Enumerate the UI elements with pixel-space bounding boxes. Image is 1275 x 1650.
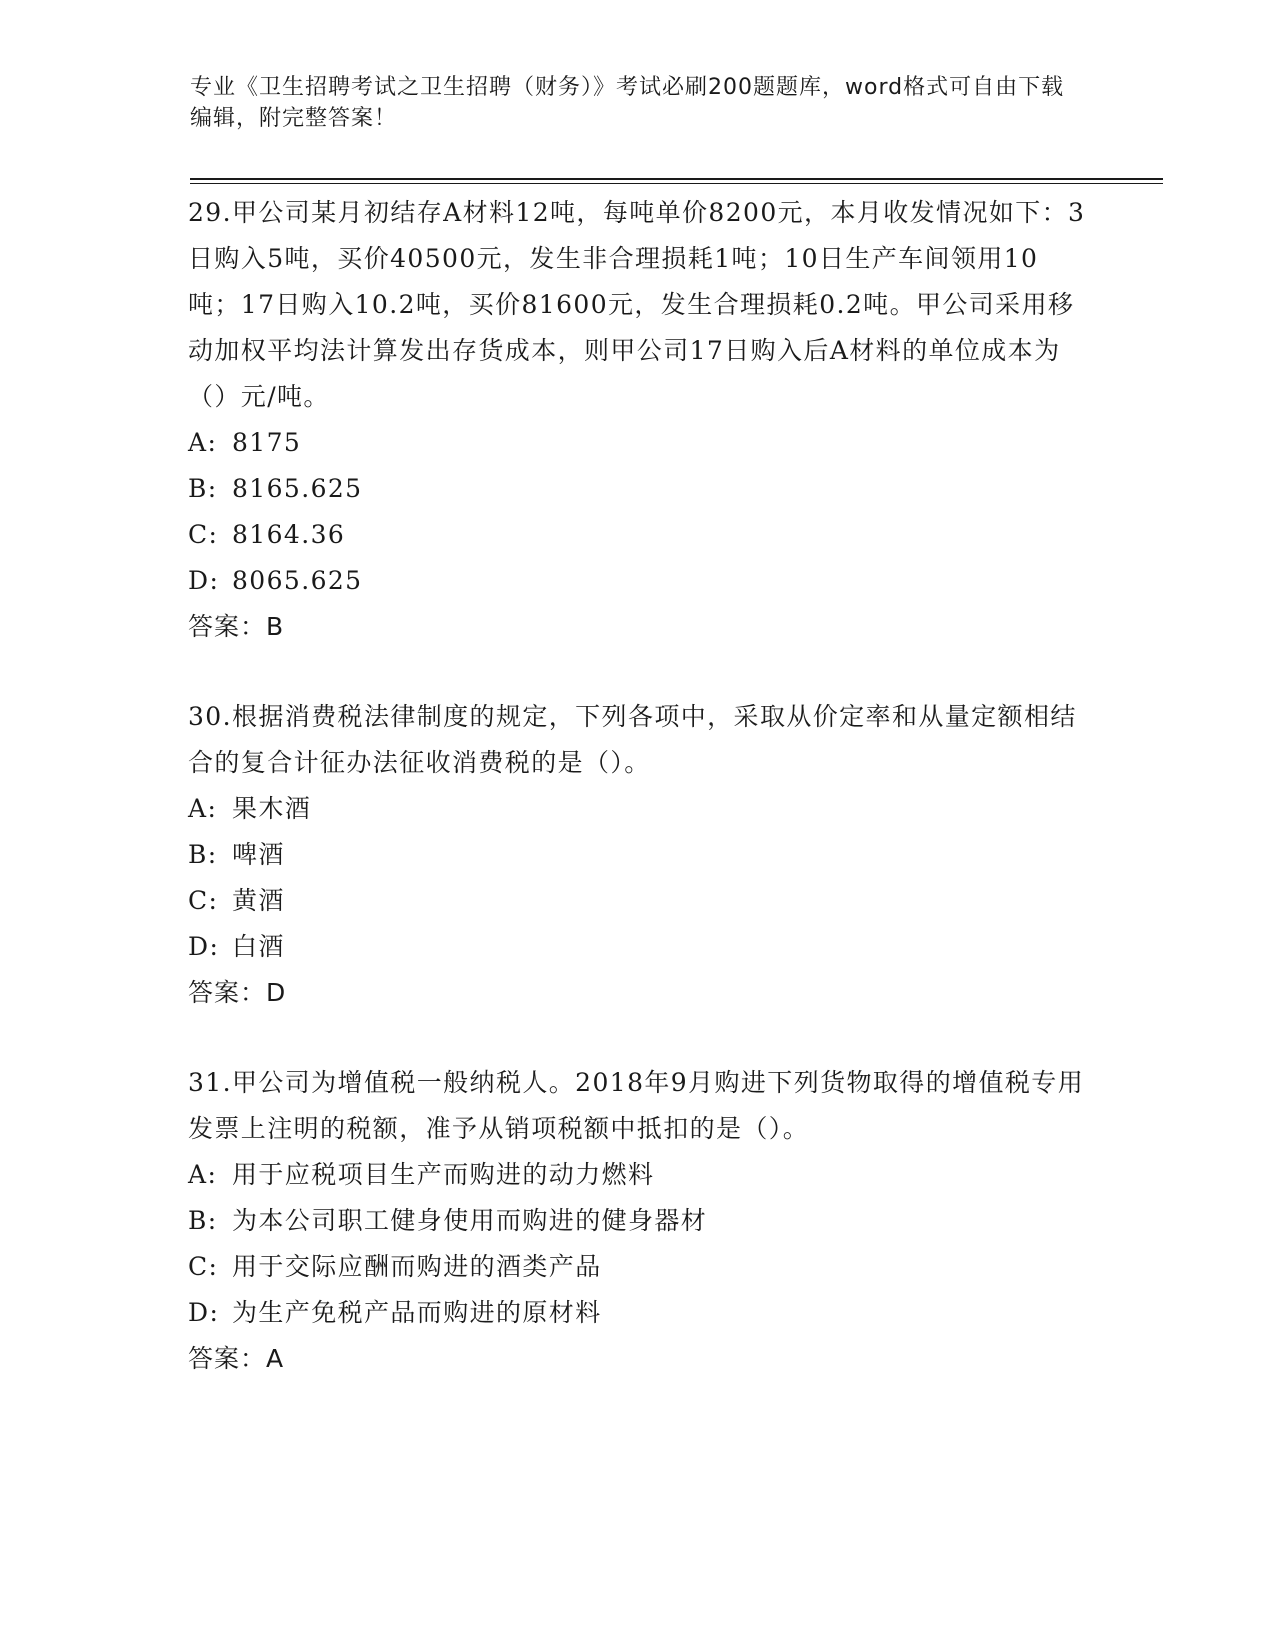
option-text: 8165.625 bbox=[232, 474, 363, 503]
option-a bbox=[188, 420, 1088, 466]
option-c bbox=[188, 1244, 1088, 1290]
option-text: 8164.36 bbox=[232, 520, 346, 549]
option-letter: A: bbox=[188, 428, 218, 457]
option-letter: C: bbox=[188, 1252, 219, 1281]
option-b bbox=[188, 466, 1088, 512]
option-letter: C: bbox=[188, 520, 219, 549]
question-stem: 31.甲公司为增值税一般纳税人。2018年9月购进下列货物取得的增值税专用发票上注明的税额，准予从销项税额中抵扣的是（）。 bbox=[188, 1068, 1085, 1143]
question-stem: 29.甲公司某月初结存A材料12吨，每吨单价8200元，本月收发情况如下：3日购入5吨，买价40500元，发生非合理损耗1吨；10日生产车间领用10吨；17日购入10.2吨，买价81600元，发生合理损耗0.2吨。甲公司采用移动加权平均法计算发出存货成本，则甲公司17日购入后A材料的单位成本为（）元/吨。 bbox=[188, 198, 1086, 411]
option-letter: A: bbox=[188, 794, 218, 823]
option-text: 白酒 bbox=[232, 932, 285, 961]
option-letter: D: bbox=[188, 1298, 220, 1327]
answer-line: 答案：A bbox=[188, 1344, 285, 1373]
question-31 bbox=[188, 1060, 1088, 1382]
option-letter: C: bbox=[188, 886, 219, 915]
option-text: 果木酒 bbox=[232, 794, 312, 823]
question-29 bbox=[188, 190, 1088, 650]
option-letter: B: bbox=[188, 1206, 218, 1235]
option-letter: B: bbox=[188, 474, 218, 503]
option-b bbox=[188, 1198, 1088, 1244]
answer-line: 答案：D bbox=[188, 978, 287, 1007]
option-text: 用于交际应酬而购进的酒类产品 bbox=[232, 1252, 602, 1281]
option-text: 为本公司职工健身使用而购进的健身器材 bbox=[232, 1206, 708, 1235]
option-text: 啤酒 bbox=[232, 840, 285, 869]
option-c bbox=[188, 512, 1088, 558]
option-b bbox=[188, 832, 1088, 878]
question-list bbox=[188, 190, 1088, 1426]
option-a bbox=[188, 1152, 1088, 1198]
header-rule-thick bbox=[190, 178, 1163, 180]
header-rule-thin bbox=[190, 183, 1163, 184]
document-header: 专业《卫生招聘考试之卫生招聘（财务）》考试必刷200题题库，word格式可自由下载编辑，附完整答案！ bbox=[190, 75, 1065, 131]
option-text: 黄酒 bbox=[232, 886, 285, 915]
option-c bbox=[188, 878, 1088, 924]
answer-line: 答案：B bbox=[188, 612, 285, 641]
option-text: 8065.625 bbox=[232, 566, 363, 595]
option-text: 8175 bbox=[232, 428, 302, 457]
option-d bbox=[188, 1290, 1088, 1336]
option-d bbox=[188, 924, 1088, 970]
option-letter: B: bbox=[188, 840, 218, 869]
option-text: 为生产免税产品而购进的原材料 bbox=[232, 1298, 602, 1327]
question-30 bbox=[188, 694, 1088, 1016]
option-letter: A: bbox=[188, 1160, 218, 1189]
option-a bbox=[188, 786, 1088, 832]
question-stem: 30.根据消费税法律制度的规定，下列各项中，采取从价定率和从量定额相结合的复合计征办法征收消费税的是（）。 bbox=[188, 702, 1077, 777]
option-letter: D: bbox=[188, 566, 220, 595]
option-letter: D: bbox=[188, 932, 220, 961]
option-text: 用于应税项目生产而购进的动力燃料 bbox=[232, 1160, 655, 1189]
option-d bbox=[188, 558, 1088, 604]
